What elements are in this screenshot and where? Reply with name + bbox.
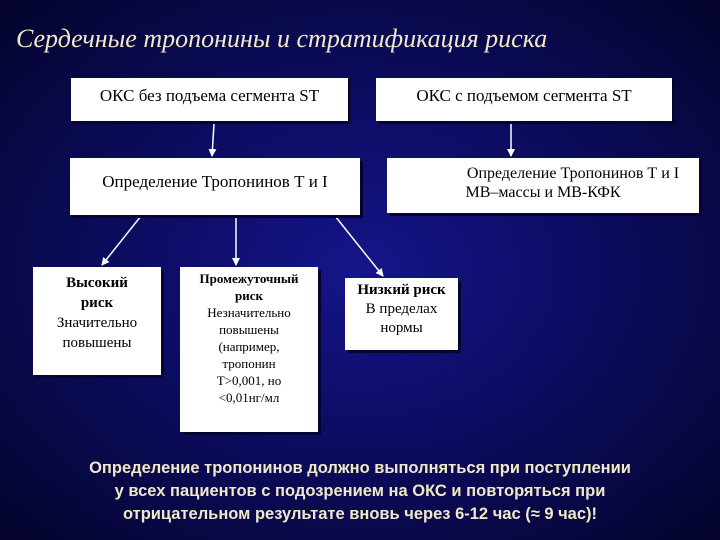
risk-detail-line: Т>0,001, но [216,373,282,388]
arrow-troponin-to-high-risk [102,216,141,265]
arrow-nste-to-troponin [212,124,214,156]
box-label: ОКС с подъемом сегмента ST [416,86,632,105]
box-intermediate-risk [180,267,318,432]
risk-detail-line: тропонин [222,356,276,371]
risk-detail-line: (например, [218,339,280,354]
box-troponin-test-left [70,158,360,215]
box-label: Определение Тропонинов Т и I [102,172,328,191]
box-label: ОКС без подъема сегмента ST [99,86,320,105]
footer-line: Определение тропонинов должно выполняться при поступлении [89,459,631,477]
risk-detail-line: повышены [219,322,279,337]
box-high-risk [33,267,161,375]
box-acs-without-st-elevation [71,78,348,121]
risk-detail-line: Незначительно [207,305,291,320]
risk-detail-line1: Значительно [56,315,138,331]
risk-heading-line2: риск [80,295,114,311]
arrow-troponin-to-low-risk [335,216,383,276]
risk-heading-line1: Высокий [66,275,128,291]
slide-title: Сердечные тропонины и стратификация риска [16,24,548,53]
box-acs-with-st-elevation [376,78,672,121]
box-low-risk [345,278,458,350]
risk-heading-line2: риск [235,288,263,303]
footer-note [20,457,700,526]
risk-heading-line1: Промежуточный [199,271,299,286]
risk-detail-line2: нормы [380,320,423,336]
box-troponin-test-right [387,158,699,213]
risk-detail-line: <0,01нг/мл [218,390,280,405]
box-label-line2: МВ–массы и МВ-КФК [465,184,621,201]
footer-line: отрицательном результате вновь через 6-12 час (≈ 9 час)! [122,505,598,523]
box-label-line1: Определение Тропонинов Т и I [466,165,680,182]
footer-line: у всех пациентов с подозрением на ОКС и повторяться при [114,482,606,500]
risk-detail-line1: В пределах [365,301,438,317]
risk-detail-line2: повышены [62,335,132,351]
risk-heading: Низкий риск [357,282,446,298]
